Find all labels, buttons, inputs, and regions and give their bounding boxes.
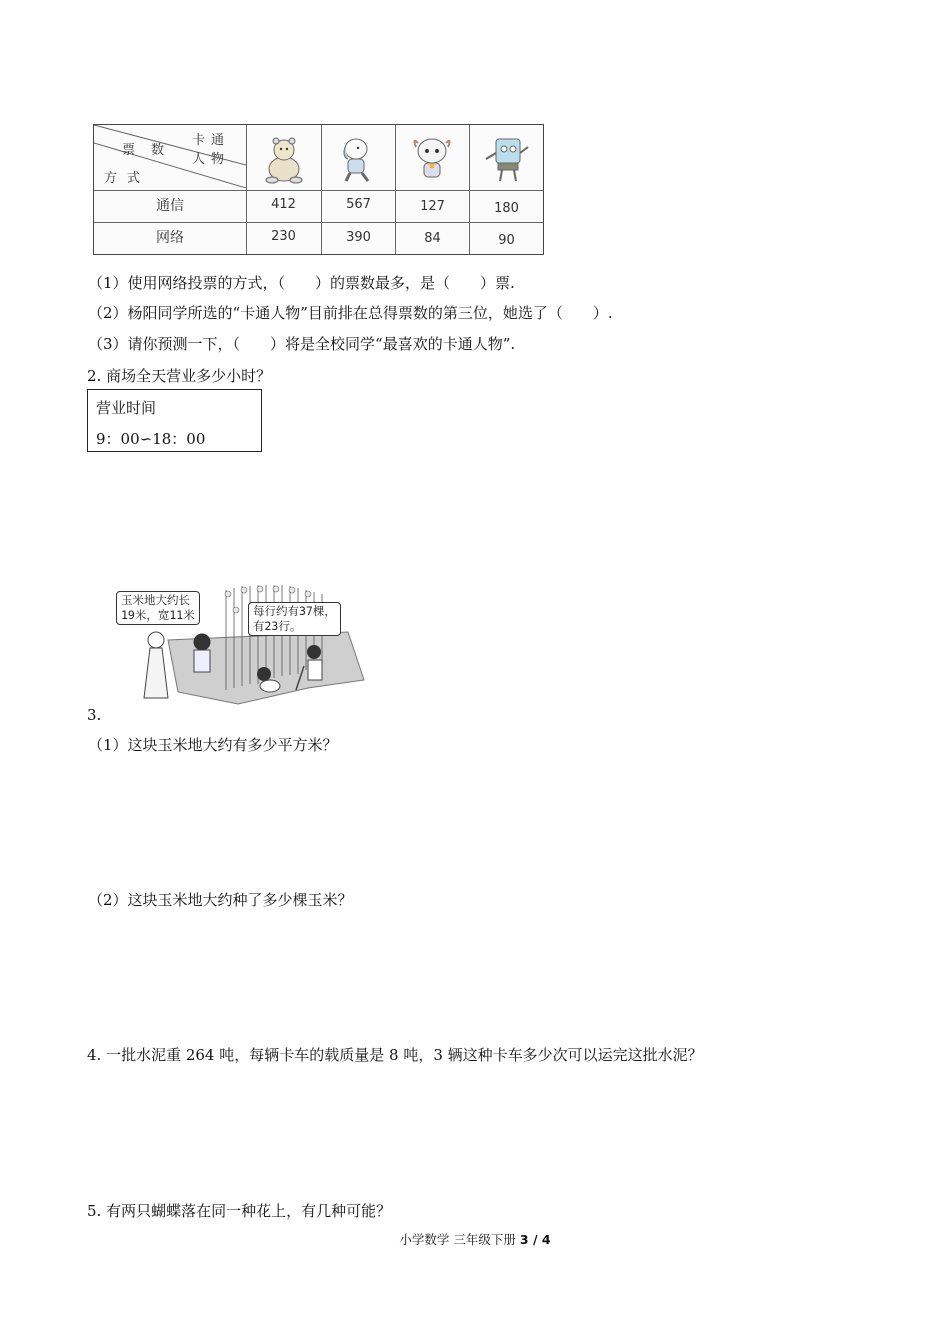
business-hours-value: 9：00∽18：00	[96, 430, 206, 448]
q4-text: 4. 一批水泥重 264 吨，每辆卡车的载质量是 8 吨，3 辆这种卡车多少次可以运完这批水泥？	[87, 1046, 703, 1064]
cell-network-sponge: 90	[498, 233, 515, 248]
q3-number: 3.	[87, 706, 102, 724]
footer-subject: 小学数学 三年级下册	[399, 1232, 516, 1247]
vote-table	[93, 124, 544, 255]
table-diagonal-header	[94, 125, 246, 188]
q2-text: 2. 商场全天营业多少小时？	[87, 367, 272, 385]
business-hours-box	[87, 389, 262, 452]
corn-field-illustration	[108, 580, 366, 712]
cell-network-bear: 230	[271, 229, 296, 244]
header-characters-label: 卡通人物	[192, 133, 231, 167]
sheep-icon	[408, 133, 456, 185]
speech-bubble-right: 每行约有37棵， 有23行。	[248, 602, 341, 636]
header-method-label: 方式	[104, 171, 151, 186]
footer-page-number: 3 / 4	[519, 1232, 551, 1247]
cell-telecom-dog: 567	[346, 197, 371, 212]
cell-network-sheep: 84	[424, 231, 441, 246]
q5-text: 5. 有两只蝴蝶落在同一种花上，有几种可能？	[87, 1202, 392, 1220]
row-label-telecom: 通信	[156, 198, 184, 214]
cell-telecom-sheep: 127	[420, 199, 445, 214]
q3-sub2: （2）这块玉米地大约种了多少棵玉米？	[88, 891, 353, 909]
q3-sub1: （1）这块玉米地大约有多少平方米？	[88, 736, 338, 754]
business-hours-title: 营业时间	[96, 399, 157, 417]
cell-telecom-bear: 412	[271, 197, 296, 212]
page-footer	[0, 1230, 950, 1248]
dog-icon	[336, 135, 380, 185]
sponge-icon	[482, 135, 532, 185]
row-label-network: 网络	[156, 230, 184, 246]
q1-sub3: （3）请你预测一下，（ ）将是全校同学“最喜欢的卡通人物”.	[88, 335, 516, 353]
cell-network-dog: 390	[346, 230, 371, 245]
cell-telecom-sponge: 180	[494, 201, 519, 216]
header-votes-label: 票数	[122, 143, 181, 158]
q1-sub2: （2）杨阳同学所选的“卡通人物”目前排在总得票数的第三位，她选了（ ）.	[88, 304, 613, 322]
q1-sub1: （1）使用网络投票的方式，（ ）的票数最多，是（ ）票.	[88, 274, 515, 292]
bear-icon	[260, 133, 308, 185]
speech-bubble-left: 玉米地大约长 19米，宽11米	[116, 591, 200, 625]
